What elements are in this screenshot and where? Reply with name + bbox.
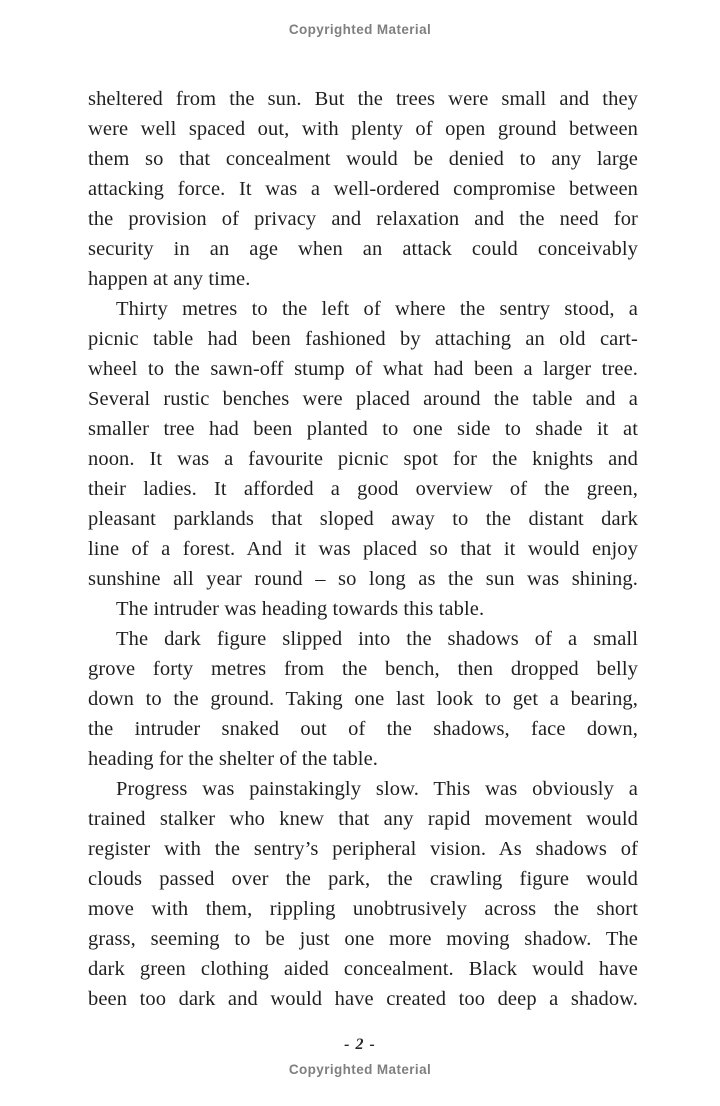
text-line: were well spaced out, with plenty of open ground between [88,118,638,140]
text-line: attacking force. It was a well-ordered compromise between [88,178,638,200]
text-line: pleasant parklands that sloped away to the distant dark [88,508,638,530]
text-line: sheltered from the sun. But the trees were small and they [88,88,638,110]
text-line: register with the sentry’s peripheral vision. As shadows of [88,838,638,860]
text-line: heading for the shelter of the table. [88,748,379,770]
text-line: grove forty metres from the bench, then dropped belly [88,658,638,680]
page-number: - 2 - [344,1036,376,1053]
copyright-footer: Copyrighted Material [288,1062,432,1077]
text-line: been too dark and would have created too deep a shadow. [88,988,638,1010]
page-text-block [88,84,638,1014]
text-line: move with them, rippling unobtrusively across the short [88,898,638,920]
text-line: their ladies. It afforded a good overview of the green, [88,478,638,500]
text-line: them so that concealment would be denied to any large [88,148,638,170]
copyright-header: Copyrighted Material [288,22,432,37]
text-line: smaller tree had been planted to one side to shade it at [88,418,638,440]
text-line: Several rustic benches were placed around the table and a [88,388,638,410]
text-line: grass, seeming to be just one more moving shadow. The [88,928,638,950]
text-line: wheel to the sawn-off stump of what had been a larger tree. [88,358,638,380]
text-line: clouds passed over the park, the crawling figure would [88,868,638,890]
text-line: the provision of privacy and relaxation and the need for [88,208,638,230]
text-line: happen at any time. [88,268,251,290]
text-line: The intruder was heading towards this table. [116,598,485,620]
text-line: down to the ground. Taking one last look to get a bearing, [88,688,638,710]
text-line: Progress was painstakingly slow. This was obviously a [116,778,638,800]
text-line: trained stalker who knew that any rapid movement would [88,808,638,830]
text-line: picnic table had been fashioned by attaching an old cart- [88,328,638,350]
text-line: sunshine all year round – so long as the sun was shining. [88,568,638,590]
text-line: noon. It was a favourite picnic spot for the knights and [88,448,638,470]
text-line: The dark figure slipped into the shadows of a small [116,628,638,650]
text-line: line of a forest. And it was placed so that it would enjoy [88,538,638,560]
text-line: security in an age when an attack could conceivably [88,238,638,260]
text-line: dark green clothing aided concealment. Black would have [88,958,638,980]
text-line: the intruder snaked out of the shadows, face down, [88,718,638,740]
text-line: Thirty metres to the left of where the sentry stood, a [116,298,638,320]
